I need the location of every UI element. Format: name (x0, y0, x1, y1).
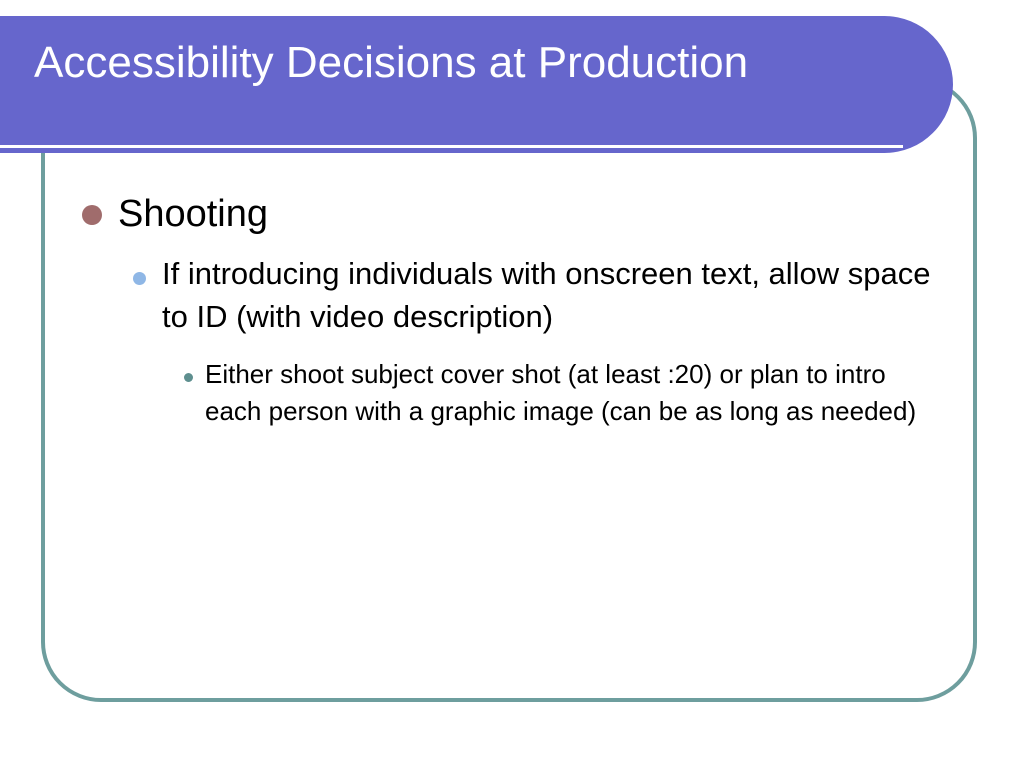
bullet-level2-text: If introducing individuals with onscreen text, allow space to ID (with video description) (162, 256, 931, 334)
bullet-dot-icon (82, 205, 102, 225)
bullet-level3 (184, 356, 924, 430)
bullet-level1-text: Shooting (118, 193, 269, 235)
bullet-dot-icon (184, 373, 193, 382)
title-bar (0, 16, 953, 153)
slide-title: Accessibility Decisions at Production (34, 38, 749, 87)
bullet-level1 (82, 188, 268, 240)
bullet-dot-icon (133, 272, 146, 285)
bullet-level2 (133, 252, 953, 338)
bullet-level3-text: Either shoot subject cover shot (at least :20) or plan to intro each person with a graphic image (can be as long as needed) (205, 359, 917, 426)
title-underline (0, 145, 903, 148)
